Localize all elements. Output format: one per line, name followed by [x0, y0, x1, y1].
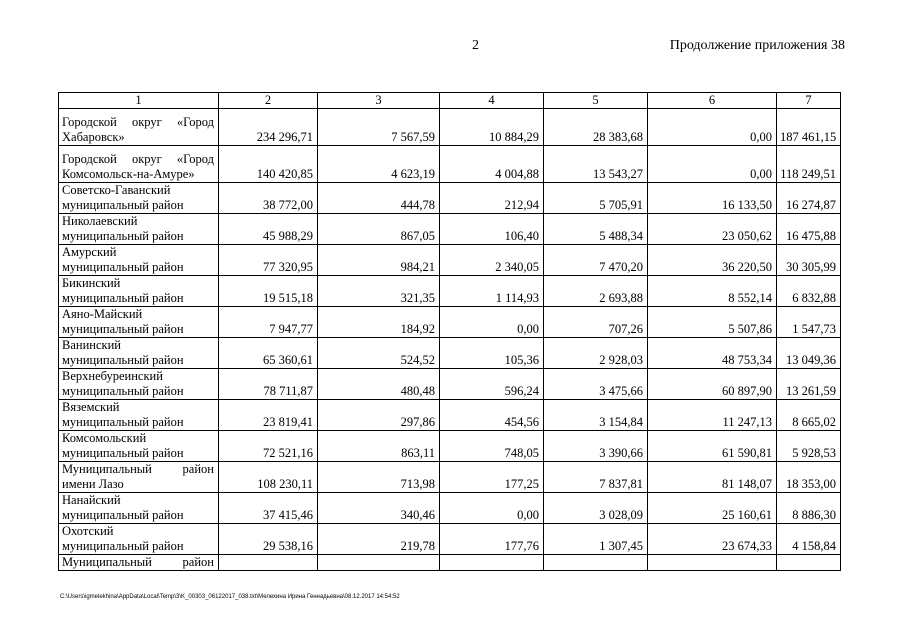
territory-name-line2: муниципальный район [62, 322, 184, 336]
table-row [59, 431, 841, 462]
value-cell-c6: 0,00 [648, 109, 777, 146]
table-row [59, 462, 841, 493]
territory-name-line1: Амурский [62, 245, 117, 259]
table-row [59, 146, 841, 183]
value-cell-c7: 187 461,15 [777, 109, 841, 146]
table-row [59, 369, 841, 400]
territory-name-line1: Николаевский [62, 214, 138, 228]
value-cell-c5: 5 488,34 [544, 214, 648, 245]
territory-name-line1: Муниципальный район [62, 555, 214, 569]
table-row [59, 245, 841, 276]
value-cell-c7: 8 665,02 [777, 400, 841, 431]
empty-value-cell [648, 555, 777, 571]
value-cell-c2: 140 420,85 [219, 146, 318, 183]
value-cell-c3: 444,78 [318, 183, 440, 214]
territory-name-line1: Комсомольский [62, 431, 147, 445]
file-path-footer: C:\Users\igmelekhina\AppData\Local\Temp\3\K_00303_06122017_038.txt\Мелехина Ирина Геннадьевна\08.12.2017 14:54:52 [60, 594, 400, 600]
territory-name-line2: муниципальный район [62, 384, 184, 398]
value-cell-c6: 25 160,61 [648, 493, 777, 524]
value-cell-c6: 36 220,50 [648, 245, 777, 276]
territory-name-line2: муниципальный район [62, 198, 184, 212]
territory-name-line1: Ванинский [62, 338, 121, 352]
value-cell-c2: 23 819,41 [219, 400, 318, 431]
table-row [59, 276, 841, 307]
empty-value-cell [544, 555, 648, 571]
territory-name-line1: Советско-Гаванский [62, 183, 171, 197]
value-cell-c2: 37 415,46 [219, 493, 318, 524]
territory-name-line2: Комсомольск-на-Амуре» [62, 167, 195, 181]
territory-name-line2: муниципальный район [62, 539, 184, 553]
value-cell-c6: 48 753,34 [648, 338, 777, 369]
value-cell-c7: 16 475,88 [777, 214, 841, 245]
value-cell-c4: 454,56 [440, 400, 544, 431]
value-cell-c5: 3 028,09 [544, 493, 648, 524]
territory-name-line1: Городской округ «Город [62, 152, 214, 166]
territory-name-line1: Бикинский [62, 276, 121, 290]
value-cell-c3: 713,98 [318, 462, 440, 493]
value-cell-c2: 108 230,11 [219, 462, 318, 493]
value-cell-c6: 8 552,14 [648, 276, 777, 307]
value-cell-c5: 5 705,91 [544, 183, 648, 214]
value-cell-c4: 10 884,29 [440, 109, 544, 146]
continuation-title: Продолжение приложения 38 [669, 38, 845, 53]
value-cell-c3: 4 623,19 [318, 146, 440, 183]
value-cell-c2: 78 711,87 [219, 369, 318, 400]
territory-name-line1: Муниципальный район [62, 462, 214, 476]
value-cell-c4: 177,76 [440, 524, 544, 555]
value-cell-c2: 45 988,29 [219, 214, 318, 245]
territory-name-cell [59, 338, 219, 369]
column-header: 6 [648, 93, 777, 109]
value-cell-c3: 984,21 [318, 245, 440, 276]
value-cell-c4: 212,94 [440, 183, 544, 214]
table-row [59, 524, 841, 555]
value-cell-c4: 2 340,05 [440, 245, 544, 276]
table-row [59, 338, 841, 369]
table-row [59, 214, 841, 245]
column-header: 5 [544, 93, 648, 109]
page-number: 2 [472, 38, 479, 53]
value-cell-c2: 19 515,18 [219, 276, 318, 307]
value-cell-c7: 6 832,88 [777, 276, 841, 307]
value-cell-c3: 863,11 [318, 431, 440, 462]
column-header: 2 [219, 93, 318, 109]
table-row [59, 555, 841, 571]
territory-name-line1: Аяно-Майский [62, 307, 143, 321]
value-cell-c5: 28 383,68 [544, 109, 648, 146]
empty-value-cell [777, 555, 841, 571]
table-body [59, 109, 841, 571]
value-cell-c7: 30 305,99 [777, 245, 841, 276]
value-cell-c2: 38 772,00 [219, 183, 318, 214]
table-row [59, 109, 841, 146]
value-cell-c7: 118 249,51 [777, 146, 841, 183]
column-header: 7 [777, 93, 841, 109]
empty-value-cell [318, 555, 440, 571]
empty-value-cell [440, 555, 544, 571]
value-cell-c3: 7 567,59 [318, 109, 440, 146]
value-cell-c7: 1 547,73 [777, 307, 841, 338]
territory-name-line2: муниципальный район [62, 508, 184, 522]
value-cell-c5: 3 390,66 [544, 431, 648, 462]
territory-name-line1: Охотский [62, 524, 114, 538]
value-cell-c2: 65 360,61 [219, 338, 318, 369]
territory-name-line2: муниципальный район [62, 291, 184, 305]
value-cell-c4: 177,25 [440, 462, 544, 493]
territory-name-line2: муниципальный район [62, 353, 184, 367]
territory-name-line1: Верхнебуреинский [62, 369, 163, 383]
value-cell-c6: 61 590,81 [648, 431, 777, 462]
territory-name-cell [59, 146, 219, 183]
territory-name-line2: имени Лазо [62, 477, 124, 491]
value-cell-c4: 748,05 [440, 431, 544, 462]
territory-name-line2: муниципальный район [62, 229, 184, 243]
territory-name-cell [59, 369, 219, 400]
value-cell-c3: 340,46 [318, 493, 440, 524]
territory-name-cell [59, 307, 219, 338]
value-cell-c5: 13 543,27 [544, 146, 648, 183]
value-cell-c2: 77 320,95 [219, 245, 318, 276]
value-cell-c7: 4 158,84 [777, 524, 841, 555]
value-cell-c7: 5 928,53 [777, 431, 841, 462]
column-header: 3 [318, 93, 440, 109]
value-cell-c5: 707,26 [544, 307, 648, 338]
territory-name-cell [59, 400, 219, 431]
value-cell-c5: 7 470,20 [544, 245, 648, 276]
value-cell-c7: 16 274,87 [777, 183, 841, 214]
value-cell-c3: 524,52 [318, 338, 440, 369]
value-cell-c3: 480,48 [318, 369, 440, 400]
value-cell-c6: 81 148,07 [648, 462, 777, 493]
table-row [59, 183, 841, 214]
value-cell-c4: 106,40 [440, 214, 544, 245]
territory-name-cell [59, 462, 219, 493]
territory-name-line1: Нанайский [62, 493, 121, 507]
value-cell-c4: 0,00 [440, 307, 544, 338]
value-cell-c6: 23 674,33 [648, 524, 777, 555]
territory-name-line2: муниципальный район [62, 260, 184, 274]
value-cell-c3: 321,35 [318, 276, 440, 307]
value-cell-c5: 2 693,88 [544, 276, 648, 307]
territory-name-line2: муниципальный район [62, 415, 184, 429]
value-cell-c3: 297,86 [318, 400, 440, 431]
value-cell-c3: 184,92 [318, 307, 440, 338]
territory-name-cell [59, 245, 219, 276]
territory-name-cell [59, 555, 219, 571]
territory-name-cell [59, 524, 219, 555]
value-cell-c6: 16 133,50 [648, 183, 777, 214]
column-header: 1 [59, 93, 219, 109]
value-cell-c5: 1 307,45 [544, 524, 648, 555]
column-number-row [59, 93, 841, 109]
value-cell-c2: 234 296,71 [219, 109, 318, 146]
territory-name-line1: Городской округ «Город [62, 115, 214, 129]
value-cell-c2: 29 538,16 [219, 524, 318, 555]
value-cell-c4: 4 004,88 [440, 146, 544, 183]
territory-name-line1: Вяземский [62, 400, 120, 414]
value-cell-c5: 7 837,81 [544, 462, 648, 493]
value-cell-c6: 23 050,62 [648, 214, 777, 245]
value-cell-c7: 18 353,00 [777, 462, 841, 493]
territory-name-line2: Хабаровск» [62, 130, 125, 144]
territory-name-cell [59, 276, 219, 307]
value-cell-c4: 0,00 [440, 493, 544, 524]
territory-name-cell [59, 214, 219, 245]
value-cell-c2: 72 521,16 [219, 431, 318, 462]
budget-table [58, 92, 841, 571]
value-cell-c7: 13 261,59 [777, 369, 841, 400]
table-row [59, 493, 841, 524]
value-cell-c5: 2 928,03 [544, 338, 648, 369]
column-header: 4 [440, 93, 544, 109]
value-cell-c5: 3 154,84 [544, 400, 648, 431]
territory-name-cell [59, 109, 219, 146]
value-cell-c3: 219,78 [318, 524, 440, 555]
territory-name-line2: муниципальный район [62, 446, 184, 460]
table-row [59, 307, 841, 338]
value-cell-c6: 5 507,86 [648, 307, 777, 338]
value-cell-c6: 11 247,13 [648, 400, 777, 431]
value-cell-c3: 867,05 [318, 214, 440, 245]
table-row [59, 400, 841, 431]
value-cell-c4: 105,36 [440, 338, 544, 369]
value-cell-c7: 8 886,30 [777, 493, 841, 524]
value-cell-c7: 13 049,36 [777, 338, 841, 369]
value-cell-c5: 3 475,66 [544, 369, 648, 400]
value-cell-c4: 1 114,93 [440, 276, 544, 307]
value-cell-c6: 60 897,90 [648, 369, 777, 400]
value-cell-c2: 7 947,77 [219, 307, 318, 338]
empty-value-cell [219, 555, 318, 571]
value-cell-c6: 0,00 [648, 146, 777, 183]
territory-name-cell [59, 183, 219, 214]
territory-name-cell [59, 493, 219, 524]
value-cell-c4: 596,24 [440, 369, 544, 400]
territory-name-cell [59, 431, 219, 462]
